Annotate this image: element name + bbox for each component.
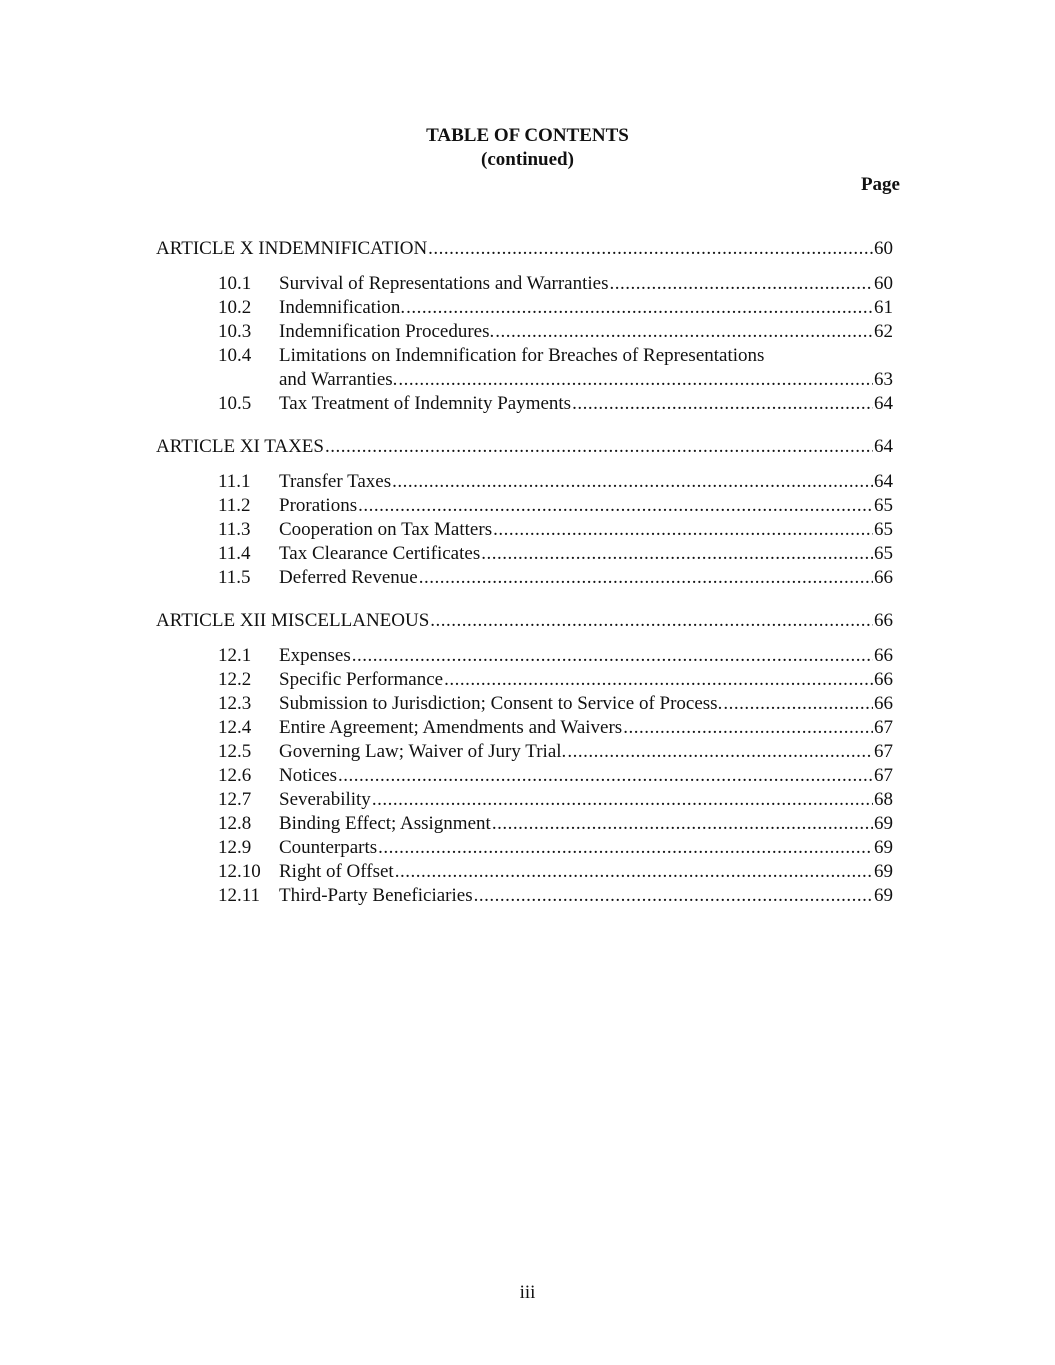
dot-leader	[481, 542, 873, 566]
section-title: Entire Agreement; Amendments and Waivers	[279, 717, 623, 738]
section-title: Expenses	[279, 645, 351, 666]
footer-page-number: iii	[519, 1282, 536, 1303]
section-title: Tax Clearance Certificates	[279, 543, 481, 564]
dot-leader	[493, 518, 873, 542]
toc-section-12-5[interactable]	[218, 740, 893, 764]
section-title: Severability	[279, 789, 371, 810]
section-number: 12.1	[218, 645, 252, 666]
section-number: 10.4	[218, 345, 252, 366]
dot-leader	[492, 812, 873, 836]
dot-leader	[378, 836, 873, 860]
dot-leader	[395, 860, 873, 884]
toc-section-11-3[interactable]	[218, 518, 893, 542]
article-page: 66	[874, 610, 893, 631]
section-number: 10.5	[218, 393, 252, 414]
section-page: 66	[874, 669, 893, 690]
section-title: Indemnification Procedures.	[279, 321, 495, 342]
section-number: 11.4	[218, 543, 251, 564]
section-title: Specific Performance	[279, 669, 444, 690]
section-title-line1: Limitations on Indemnification for Breaches of Representations	[279, 345, 765, 366]
section-title: Counterparts	[279, 837, 378, 858]
dot-leader	[567, 740, 873, 764]
section-title: Governing Law; Waiver of Jury Trial.	[279, 741, 567, 762]
section-number: 10.3	[218, 321, 252, 342]
toc-section-10-4[interactable]	[218, 344, 893, 368]
section-number: 12.5	[218, 741, 252, 762]
section-title: Submission to Jurisdiction; Consent to Service of Process.	[279, 693, 723, 714]
section-page: 69	[874, 861, 893, 882]
section-page: 62	[874, 321, 893, 342]
dot-leader	[352, 644, 873, 668]
section-page: 61	[874, 297, 893, 318]
article-title: ARTICLE XI TAXES	[156, 436, 324, 457]
section-number: 12.4	[218, 717, 252, 738]
article-page: 64	[874, 436, 893, 457]
section-title: Survival of Representations and Warranties	[279, 273, 609, 294]
dot-leader	[372, 788, 873, 812]
article-title: ARTICLE X INDEMNIFICATION	[156, 238, 428, 259]
section-number: 10.2	[218, 297, 252, 318]
section-page: 65	[874, 519, 893, 540]
dot-leader	[419, 566, 873, 590]
dot-leader	[358, 494, 873, 518]
toc-title: TABLE OF CONTENTS	[426, 125, 629, 146]
section-page: 69	[874, 885, 893, 906]
dot-leader	[623, 716, 873, 740]
dot-leader	[428, 237, 873, 261]
section-page: 69	[874, 837, 893, 858]
section-title-line2: and Warranties.	[279, 369, 398, 390]
dot-leader	[474, 884, 873, 908]
toc-section-12-1[interactable]	[218, 644, 893, 668]
toc-section-11-2[interactable]	[218, 494, 893, 518]
toc-section-12-8[interactable]	[218, 812, 893, 836]
toc-section-12-3[interactable]	[218, 692, 893, 716]
article-title: ARTICLE XII MISCELLANEOUS	[156, 610, 430, 631]
section-page: 67	[874, 717, 893, 738]
toc-section-12-2[interactable]	[218, 668, 893, 692]
section-number: 12.10	[218, 861, 261, 882]
section-number: 12.3	[218, 693, 252, 714]
dot-leader	[392, 470, 873, 494]
dot-leader	[406, 296, 873, 320]
toc-section-12-11[interactable]	[218, 884, 893, 908]
section-page: 66	[874, 693, 893, 714]
section-page: 64	[874, 471, 893, 492]
dot-leader	[338, 764, 873, 788]
section-page: 63	[874, 369, 893, 390]
section-title: Transfer Taxes	[279, 471, 392, 492]
toc-article-xi[interactable]	[156, 435, 893, 459]
toc-subtitle: (continued)	[481, 149, 574, 170]
section-number: 12.7	[218, 789, 252, 810]
section-page: 68	[874, 789, 893, 810]
toc-section-12-4[interactable]	[218, 716, 893, 740]
section-title: Right of Offset	[279, 861, 394, 882]
toc-section-10-4-continued[interactable]	[279, 368, 893, 392]
toc-section-11-1[interactable]	[218, 470, 893, 494]
toc-section-12-6[interactable]	[218, 764, 893, 788]
toc-section-10-3[interactable]	[218, 320, 893, 344]
page-column-label: Page	[860, 174, 900, 195]
section-page: 60	[874, 273, 893, 294]
section-page: 69	[874, 813, 893, 834]
section-page: 66	[874, 567, 893, 588]
section-title: Prorations	[279, 495, 358, 516]
section-number: 12.11	[218, 885, 261, 906]
toc-section-12-7[interactable]	[218, 788, 893, 812]
section-title: Cooperation on Tax Matters	[279, 519, 493, 540]
section-title: Tax Treatment of Indemnity Payments	[279, 393, 572, 414]
toc-article-xii[interactable]	[156, 609, 893, 633]
dot-leader	[444, 668, 873, 692]
section-number: 10.1	[218, 273, 252, 294]
section-number: 11.3	[218, 519, 251, 540]
toc-section-12-10[interactable]	[218, 860, 893, 884]
toc-section-10-1[interactable]	[218, 272, 893, 296]
dot-leader	[495, 320, 873, 344]
section-number: 12.8	[218, 813, 252, 834]
dot-leader	[572, 392, 873, 416]
section-number: 11.2	[218, 495, 251, 516]
section-number: 12.6	[218, 765, 252, 786]
section-title: Deferred Revenue	[279, 567, 418, 588]
toc-section-11-5[interactable]	[218, 566, 893, 590]
section-page: 64	[874, 393, 893, 414]
dot-leader	[398, 368, 873, 392]
toc-article-x[interactable]	[156, 237, 893, 261]
dot-leader	[609, 272, 873, 296]
dot-leader	[723, 692, 873, 716]
toc-section-12-9[interactable]	[218, 836, 893, 860]
dot-leader	[430, 609, 873, 633]
section-number: 12.9	[218, 837, 252, 858]
section-title: Notices	[279, 765, 338, 786]
section-page: 65	[874, 495, 893, 516]
section-page: 66	[874, 645, 893, 666]
toc-section-10-5[interactable]	[218, 392, 893, 416]
dot-leader	[325, 435, 873, 459]
section-number: 11.1	[218, 471, 251, 492]
section-number: 12.2	[218, 669, 252, 690]
section-title: Indemnification.	[279, 297, 406, 318]
section-title: Third-Party Beneficiaries	[279, 885, 473, 906]
section-page: 65	[874, 543, 893, 564]
toc-section-11-4[interactable]	[218, 542, 893, 566]
toc-section-10-2[interactable]	[218, 296, 893, 320]
section-number: 11.5	[218, 567, 251, 588]
section-page: 67	[874, 765, 893, 786]
section-title: Binding Effect; Assignment	[279, 813, 491, 834]
section-page: 67	[874, 741, 893, 762]
article-page: 60	[874, 238, 893, 259]
